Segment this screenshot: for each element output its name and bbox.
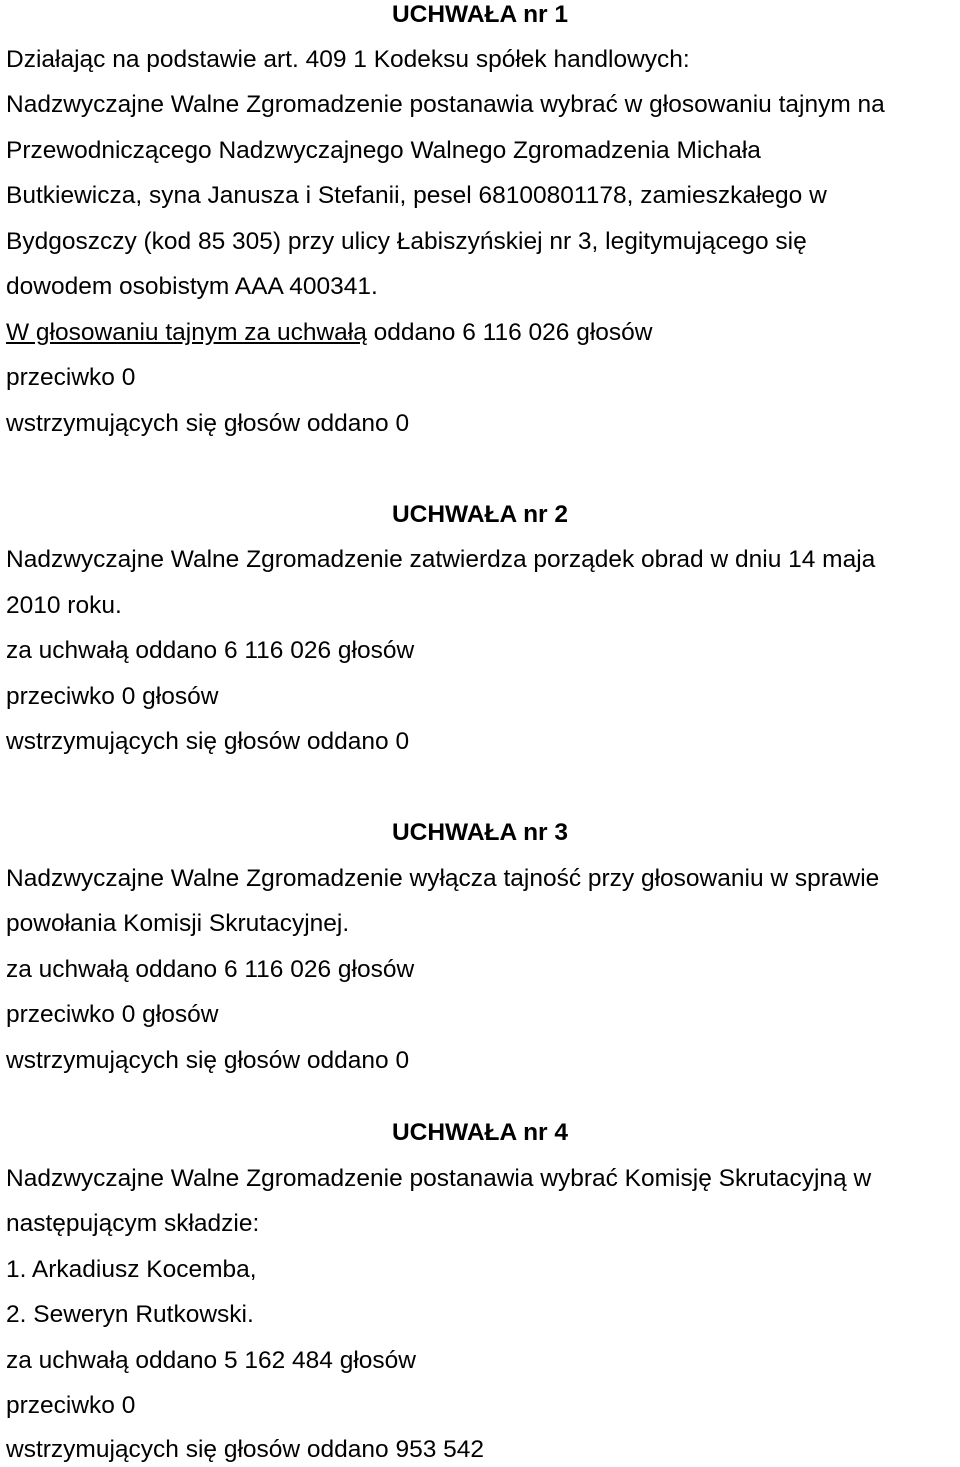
resolution-2-vote-for: za uchwałą oddano 6 116 026 głosów	[6, 637, 415, 664]
resolution-3-vote-for: za uchwałą oddano 6 116 026 głosów	[6, 956, 415, 983]
resolution-1-text-line: Bydgoszczy (kod 85 305) przy ulicy Łabiszyńskiej nr 3, legitymującego się	[6, 228, 807, 255]
resolution-1-legal-basis: Działając na podstawie art. 409 1 Kodeksu spółek handlowych:	[6, 46, 690, 73]
resolution-1-heading: UCHWAŁA nr 1	[391, 1, 569, 28]
resolution-1-vote-for	[6, 316, 653, 350]
resolution-4-vote-for: za uchwałą oddano 5 162 484 głosów	[6, 1347, 417, 1374]
resolution-4-vote-against: przeciwko 0	[6, 1392, 136, 1419]
resolution-3-heading: UCHWAŁA nr 3	[391, 819, 569, 846]
resolution-1-vote-for-suffix: oddano 6 116 026 głosów	[366, 319, 653, 346]
resolution-2-text-line: Nadzwyczajne Walne Zgromadzenie zatwierdza porządek obrad w dniu 14 maja	[6, 546, 876, 573]
resolution-1-vote-for-prefix: W głosowaniu tajnym za uchwałą	[6, 319, 367, 346]
resolution-3-vote-against: przeciwko 0 głosów	[6, 1001, 219, 1028]
resolution-1-text-line: Butkiewicza, syna Janusza i Stefanii, pesel 68100801178, zamieszkałego w	[6, 182, 827, 209]
resolution-2-vote-against: przeciwko 0 głosów	[6, 683, 219, 710]
resolution-2-text-line: 2010 roku.	[6, 592, 122, 619]
resolution-3-text-line: Nadzwyczajne Walne Zgromadzenie wyłącza tajność przy głosowaniu w sprawie	[6, 865, 880, 892]
resolution-1-text-line: dowodem osobistym AAA 400341.	[6, 273, 378, 300]
resolution-4-text-line: następującym składzie:	[6, 1210, 260, 1237]
resolution-1-text-line: Przewodniczącego Nadzwyczajnego Walnego Zgromadzenia Michała	[6, 137, 761, 164]
resolution-4-vote-abstain: wstrzymujących się głosów oddano 953 542	[6, 1436, 485, 1463]
resolution-2-heading: UCHWAŁA nr 2	[391, 501, 569, 528]
resolution-1-vote-abstain: wstrzymujących się głosów oddano 0	[6, 410, 410, 437]
resolution-4-member-item: 1. Arkadiusz Kocemba,	[6, 1256, 257, 1283]
resolution-4-heading: UCHWAŁA nr 4	[391, 1119, 569, 1146]
resolution-4-member-item: 2. Seweryn Rutkowski.	[6, 1301, 254, 1328]
resolution-3-text-line: powołania Komisji Skrutacyjnej.	[6, 910, 350, 937]
resolution-3-vote-abstain: wstrzymujących się głosów oddano 0	[6, 1047, 410, 1074]
resolution-1-vote-against: przeciwko 0	[6, 364, 136, 391]
resolution-2-vote-abstain: wstrzymujących się głosów oddano 0	[6, 728, 410, 755]
resolution-4-text-line: Nadzwyczajne Walne Zgromadzenie postanawia wybrać Komisję Skrutacyjną w	[6, 1165, 872, 1192]
resolution-1-text-line: Nadzwyczajne Walne Zgromadzenie postanawia wybrać w głosowaniu tajnym na	[6, 91, 885, 118]
